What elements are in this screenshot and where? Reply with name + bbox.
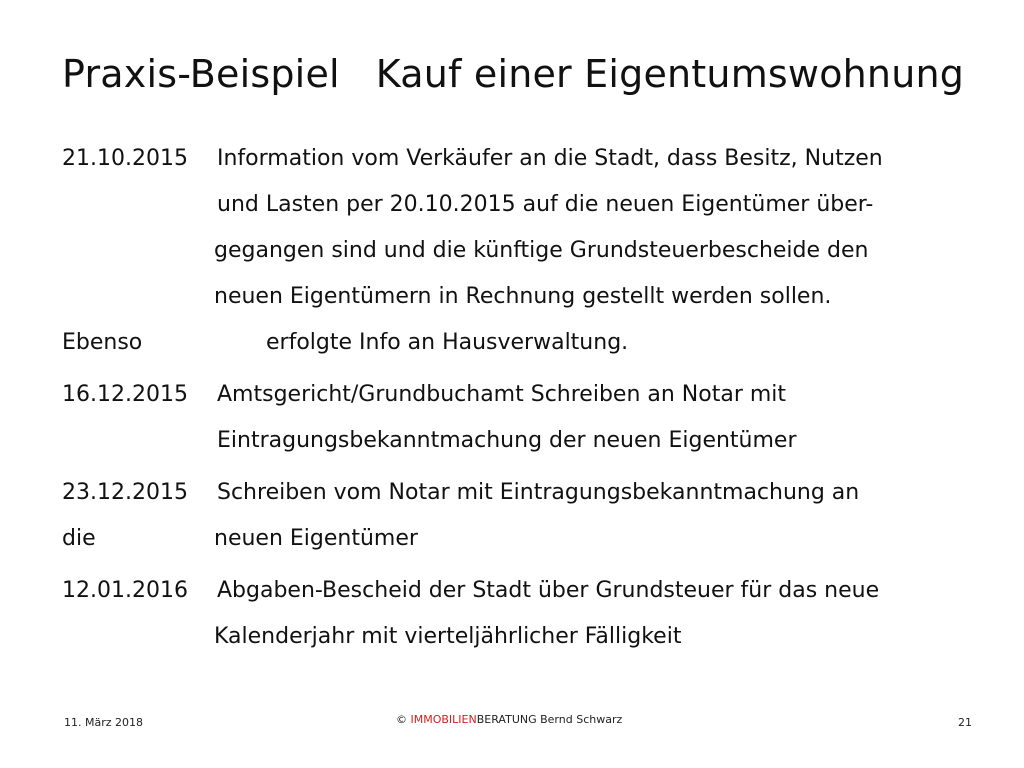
footer-date: 11. März 2018 [64, 716, 144, 729]
slide-title [62, 52, 964, 96]
entry-3-date: 23.12.2015 [62, 480, 188, 505]
entry-3-extra-left: die [62, 526, 96, 551]
entry-2-date: 16.12.2015 [62, 382, 188, 407]
entry-3-extra-right: neuen Eigentümer [214, 526, 418, 551]
footer-brand-red: IMMOBILIEN [410, 713, 477, 726]
entry-4-line-2: Kalenderjahr mit vierteljährlicher Fälligkeit [214, 624, 682, 649]
entry-2-line-2: Eintragungsbekanntmachung der neuen Eigentümer [217, 428, 797, 453]
copyright-symbol: © [396, 713, 407, 726]
entry-1-line-4: neuen Eigentümern in Rechnung gestellt werden sollen. [214, 284, 832, 309]
title-part-1: Praxis-Beispiel [62, 52, 340, 96]
footer-page-number: 21 [958, 716, 972, 729]
entry-2-line-1: Amtsgericht/Grundbuchamt Schreiben an Notar mit [217, 382, 787, 407]
entry-1-date: 21.10.2015 [62, 146, 188, 171]
entry-4-line-1: Abgaben-Bescheid der Stadt über Grundsteuer für das neue [217, 578, 880, 603]
footer-copyright [396, 713, 622, 726]
entry-1-extra-left: Ebenso [62, 330, 143, 355]
entry-1-line-3: gegangen sind und die künftige Grundsteuerbescheide den [214, 238, 869, 263]
entry-4-date: 12.01.2016 [62, 578, 188, 603]
entry-1-line-2: und Lasten per 20.10.2015 auf die neuen Eigentümer über- [217, 192, 874, 217]
entry-1-extra-right: erfolgte Info an Hausverwaltung. [266, 330, 629, 355]
title-part-2: Kauf einer Eigentumswohnung [375, 52, 965, 96]
entry-1-line-1: Information vom Verkäufer an die Stadt, dass Besitz, Nutzen [217, 146, 883, 171]
entry-3-line-1: Schreiben vom Notar mit Eintragungsbekanntmachung an [217, 480, 860, 505]
footer-brand-rest: BERATUNG Bernd Schwarz [476, 713, 623, 726]
